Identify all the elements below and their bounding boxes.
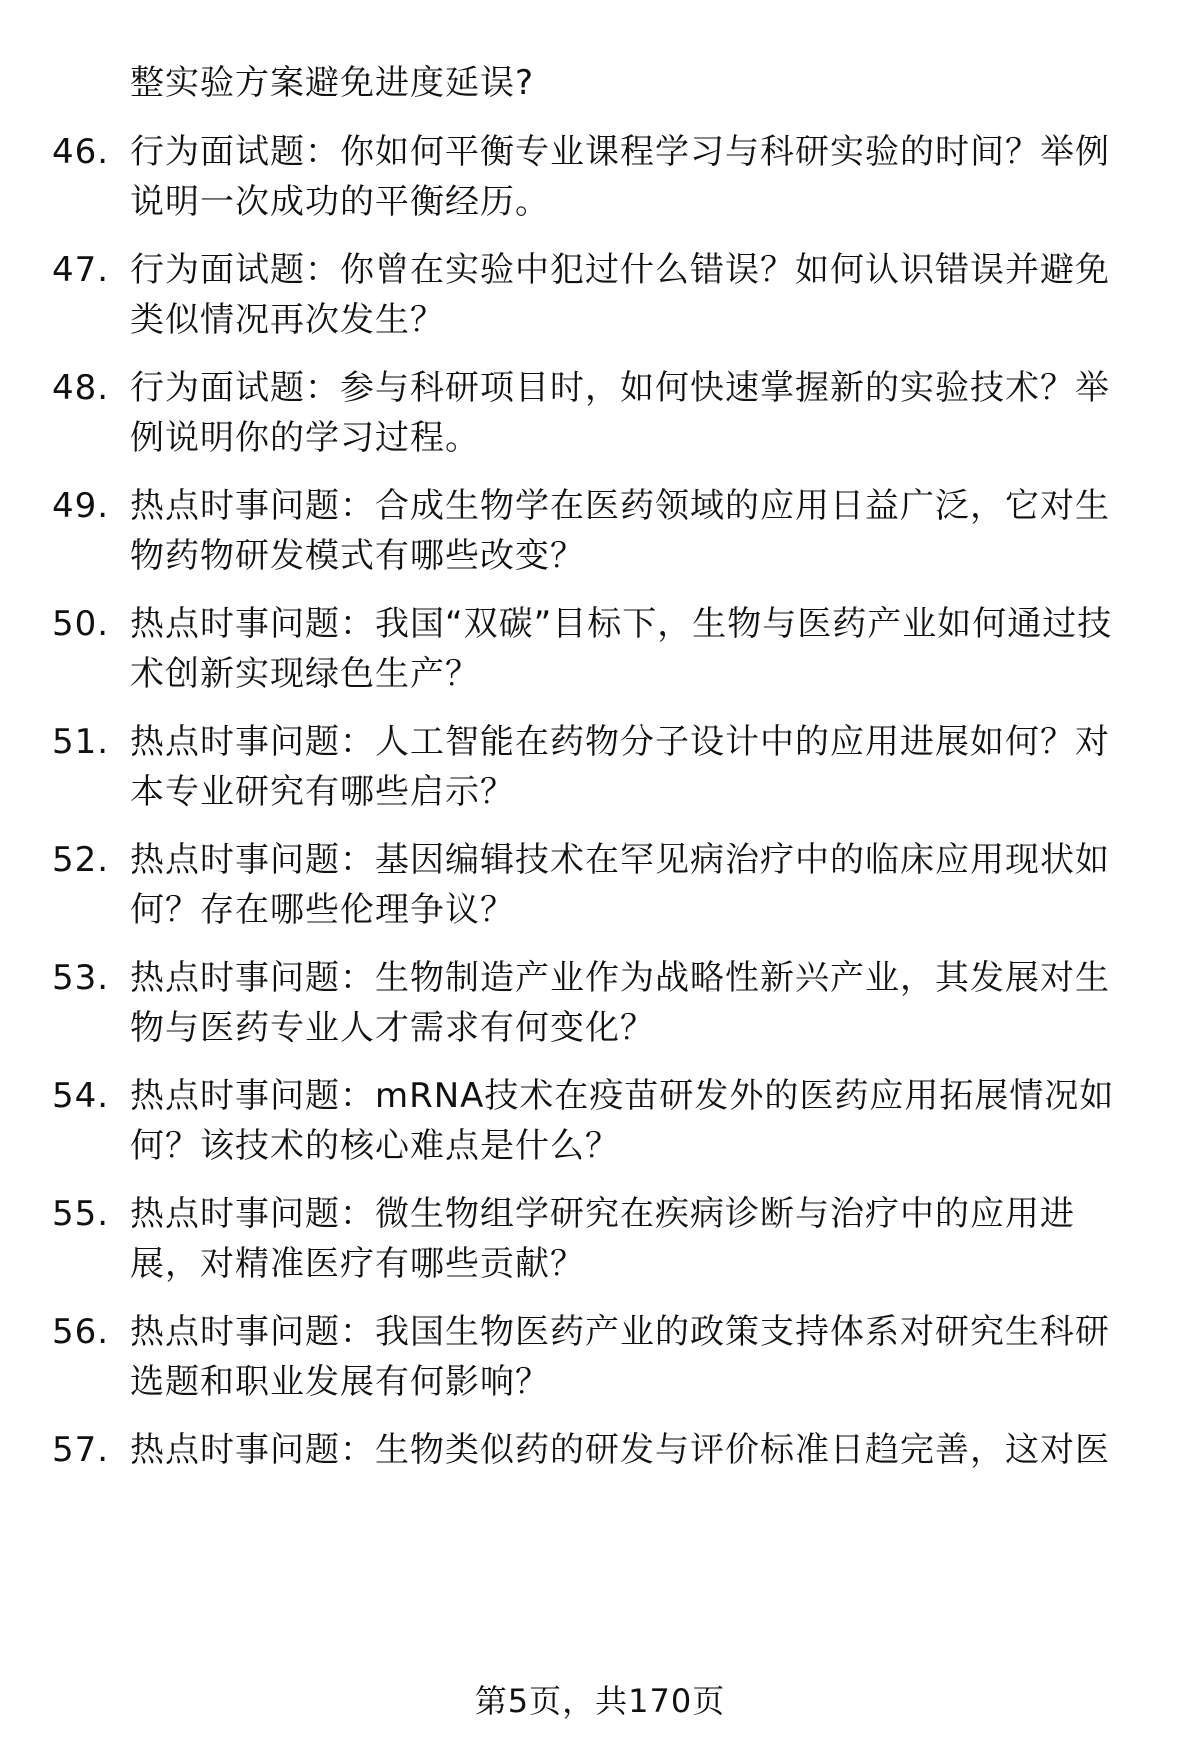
question-number: 49. (52, 486, 110, 526)
question-text: 行为面试题：参与科研项目时，如何快速掌握新的实验技术？举例说明你的学习过程。 (130, 368, 1110, 458)
question-text: 热点时事问题：人工智能在药物分子设计中的应用进展如何？对本专业研究有哪些启示？ (130, 722, 1110, 812)
question-number: 50. (52, 604, 110, 644)
question-number: 53. (52, 958, 110, 998)
question-text: 行为面试题：你如何平衡专业课程学习与科研实验的时间？举例说明一次成功的平衡经历。 (130, 132, 1110, 222)
question-number: 51. (52, 722, 110, 762)
question-number: 52. (52, 840, 110, 880)
question-text: 热点时事问题：我国“双碳”目标下，生物与医药产业如何通过技术创新实现绿色生产？ (130, 604, 1113, 694)
question-text: 热点时事问题：生物类似药的研发与评价标准日趋完善，这对医 (130, 1430, 1110, 1470)
question-text: 热点时事问题：合成生物学在医药领域的应用日益广泛，它对生物药物研发模式有哪些改变？ (130, 486, 1110, 576)
question-number: 57. (52, 1430, 110, 1470)
question-text: 热点时事问题：我国生物医药产业的政策支持体系对研究生科研选题和职业发展有何影响？ (130, 1312, 1110, 1402)
question-text: 热点时事问题：生物制造产业作为战略性新兴产业，其发展对生物与医药专业人才需求有何变化？ (130, 958, 1110, 1048)
question-number: 56. (52, 1312, 110, 1352)
continuation-text: 整实验方案避免进度延误? (130, 63, 535, 103)
question-number: 48. (52, 368, 110, 408)
question-number: 47. (52, 250, 110, 290)
question-text: 热点时事问题：基因编辑技术在罕见病治疗中的临床应用现状如何？存在哪些伦理争议？ (130, 840, 1110, 930)
question-number: 54. (52, 1076, 110, 1116)
question-text: 热点时事问题：微生物组学研究在疾病诊断与治疗中的应用进展，对精准医疗有哪些贡献？ (130, 1194, 1075, 1284)
question-number: 46. (52, 132, 110, 172)
question-text: 热点时事问题：mRNA技术在疫苗研发外的医药应用拓展情况如何？该技术的核心难点是什么？ (130, 1076, 1115, 1166)
page-footer: 第5页，共170页 (474, 1682, 726, 1720)
question-text: 行为面试题：你曾在实验中犯过什么错误？如何认识错误并避免类似情况再次发生？ (130, 250, 1110, 340)
question-number: 55. (52, 1194, 110, 1234)
